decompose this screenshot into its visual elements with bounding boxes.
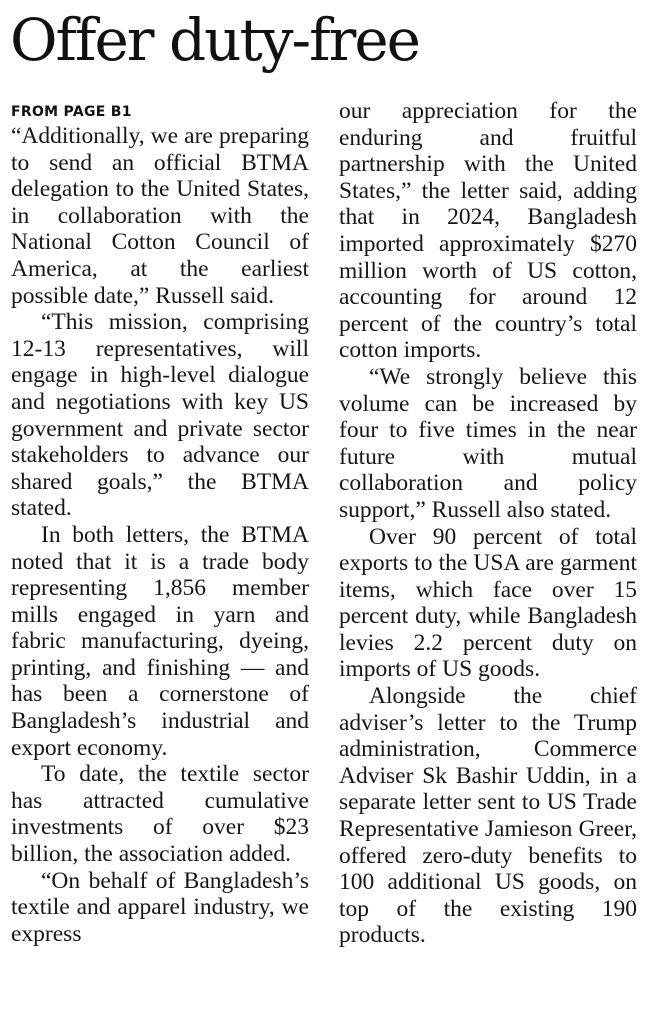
paragraph: “Additionally, we are preparing to send an official BTMA delegation to the United States, in collaboration with the National Cotton Council of America, at the earliest possible date,” Russell said.	[11, 123, 309, 309]
article-column-left	[11, 101, 309, 947]
headline: Offer duty-free	[10, 6, 419, 74]
paragraph-continuation: our appreciation for the enduring and fruitful partnership with the United States,” the letter said, adding that in 2024, Bangladesh imported approximately $270 million worth of US cotton, accounting for around 12 percent of the country’s total cotton imports.	[339, 98, 637, 364]
kicker-from-page: FROM PAGE B1	[11, 104, 132, 120]
paragraph: In both letters, the BTMA noted that it is a trade body representing 1,856 member mills engaged in yarn and fabric manufacturing, dyeing, printing, and finishing — and has been a cornerstone of Bangladesh’s industrial and export economy.	[11, 521, 309, 761]
paragraph: “We strongly believe this volume can be increased by four to five times in the near future with mutual collaboration and policy support,” Russell also stated.	[339, 363, 637, 523]
paragraph: Over 90 percent of total exports to the USA are garment items, which face over 15 percent duty, while Bangladesh levies 2.2 percent duty on imports of US goods.	[339, 523, 637, 683]
paragraph-continued: “On behalf of Bangladesh’s textile and apparel industry, we express	[11, 867, 309, 947]
paragraph: To date, the textile sector has attracted cumulative investments of over $23 billion, the association added.	[11, 761, 309, 868]
paragraph: Alongside the chief adviser’s letter to the Trump administration, Commerce Adviser Sk Bashir Uddin, in a separate letter sent to US Trade Representative Jamieson Greer, offered zero-duty benefits to 100 additional US goods, on top of the existing 190 products.	[339, 683, 637, 949]
article-column-right	[339, 98, 637, 949]
paragraph: “This mission, comprising 12-13 representatives, will engage in high-level dialogue and negotiations with key US government and private sector stakeholders to advance our shared goals,” the BTMA stated.	[11, 309, 309, 522]
